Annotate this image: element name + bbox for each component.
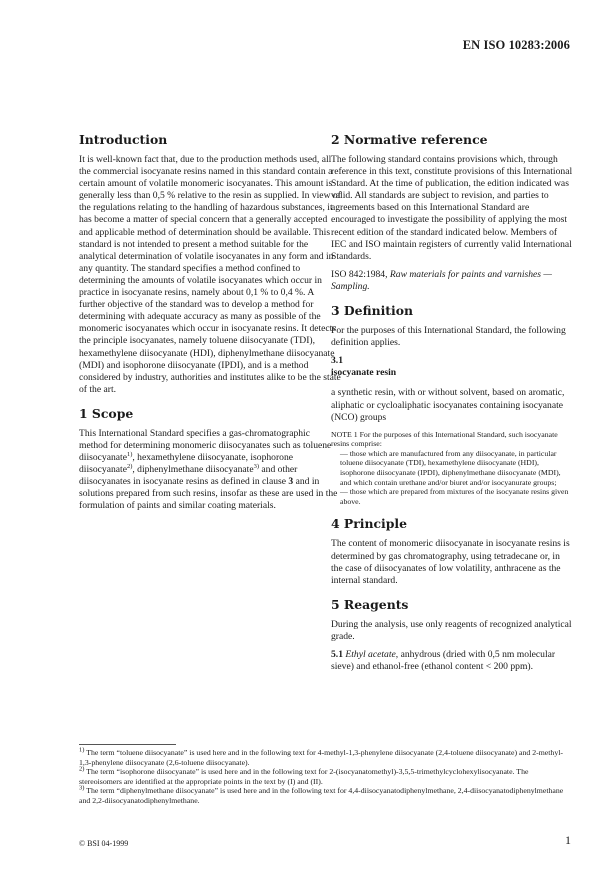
right-column <box>331 133 573 684</box>
footnote-ref-2: 2) <box>126 462 133 470</box>
footnote-text: The term “toluene diisocyanate” is used here and in the following text for 4-methyl-1,3-phenylene diisocyanate (2,4-toluene diisocyanate) and 2-methyl-1,3-phenylene diisocyanate (2,6-toluene diisocyanate). <box>79 748 563 767</box>
introduction-body: It is well-known fact that, due to the production methods used, all the commercial isocyanate resins named in this standard contain a certain amount of volatile monomeric isocyanates. This amount is generally less than 0,5 % relative to the resin as supplied. In view of the regulations relating to the handling of hazardous substances, it has become a matter of special concern that a generally accepted and applicable method of determination should be available. This standard is not intended to present a method suitable for the analytical determination of volatile isocyanates in any form and in any quantity. The standard specifies a method confined to determining the amounts of volatile isocyanates which occur in practice in isocyanate resins, namely about 0,1 % to 0,4 %. A further objective of the standard was to develop a method for determining with adequate accuracy as many as possible of the monomeric isocyanates which occur in isocyanate resins. It detects the principle isocyanates, namely toluene diisocyanate (TDI), hexamethylene diisocyanate (HDI), diphenylmethane diisocyanate (MDI) and isophorone diisocyanate (IPDI), and is a method considered by industry, authorities and institutes alike to be the state of the art. <box>79 154 341 395</box>
footnote-3 <box>79 786 573 805</box>
scope-heading: 1 Scope <box>79 405 134 421</box>
page-number: 1 <box>565 833 571 847</box>
reagent-name: Ethyl acetate <box>345 649 396 660</box>
scope-section <box>79 407 341 513</box>
footnote-mark: 2) <box>79 765 85 773</box>
footnote-ref-1: 1) <box>126 450 133 458</box>
scope-text: and in solutions prepared from such resins, insofar as these are used in the formulation of paints and similar coating materials. <box>79 476 338 512</box>
term-number: 3.1 <box>331 355 343 367</box>
footnote-ref-3: 3) <box>253 462 260 470</box>
clause-reference: 3 <box>288 476 294 488</box>
normative-body: The following standard contains provisions which, through reference in this text, constitute provisions of this International Standard. At the time of publication, the edition indicated was valid. All standards are subject to revision, and parties to agreements based on this International Standard are encouraged to investigate the possibility of applying the most recent edition of the standard indicated below. Members of IEC and ISO maintain registers of currently valid International Standards. <box>331 154 573 262</box>
footnote-text: The term “isophorone diisocyanate” is used here and in the following text for 2-(isocyanatomethyl)-3,5,5-trimethylcyclohexylisocyanate. The stereoisomers are identified at the appropriate points in the text by (I) and (II). <box>79 767 529 786</box>
reagents-section <box>331 598 573 673</box>
reagent-item <box>331 649 573 673</box>
reference-number: ISO 842:1984, <box>331 268 388 280</box>
scope-text: , hexamethylene diisocyanate, isophorone diisocyanate <box>79 452 294 476</box>
document-id: EN ISO 10283:2006 <box>462 38 570 52</box>
note-item: — those which are prepared from mixtures of the isocyanate resins given above. <box>340 487 569 506</box>
footnote-mark: 1) <box>79 746 85 754</box>
copyright: © BSI 04-1999 <box>79 839 129 848</box>
principle-body: The content of monomeric diisocyanate in isocyanate resins is determined by gas chromatography, using tetradecane or, in the case of diisocyanates of low volatility, anthracene as the internal standard. <box>331 538 570 586</box>
definition-section <box>331 304 573 506</box>
principle-heading: 4 Principle <box>331 516 408 532</box>
normative-section <box>331 133 573 293</box>
scope-text: and other diisocyanates in isocyanate resins as defined in clause <box>79 464 298 488</box>
reference-title: Raw materials for paints and varnishes — Sampling. <box>331 268 552 292</box>
principle-section <box>331 517 573 586</box>
scope-text: This International Standard specifies a gas-chromatographic method for determining monomeric diisocyanates such as toluene diisocyanate <box>79 427 332 464</box>
reagent-text: , anhydrous (dried with 0,5 nm molecular sieve) and ethanol-free (ethanol content < 200 ppm). <box>331 649 556 673</box>
note-item: — those which are manufactured from any diisocyanate, in particular toluene diisocyanate (TDI), hexamethylene diisocyanate (HDI), isophorone diisocyanate (IPDI), diphenylmethane diisocyanate (MDI), and which contain urethane and/or biuret and/or isocyanurate groups; <box>340 448 561 487</box>
note <box>331 430 573 507</box>
definition-heading: 3 Definition <box>331 303 413 319</box>
reagents-heading: 5 Reagents <box>331 596 409 612</box>
footnote-2 <box>79 767 573 786</box>
term-definition: a synthetic resin, with or without solvent, based on aromatic, aliphatic or cycloaliphatic isocyanates containing isocyanate (NCO) groups <box>331 387 565 423</box>
left-column <box>79 133 341 524</box>
scope-body <box>79 428 341 513</box>
footnote-divider <box>79 744 176 745</box>
introduction-section <box>79 133 341 396</box>
footnote-text: The term “diphenylmethane diisocyanate” is used here and in the following text for 4,4-diisocyanatodiphenylmethane, 2,4-diisocyanatodiphenylmethane and 2,2-diisocyanatodiphenylmethane. <box>79 786 564 805</box>
footnote-mark: 3) <box>79 784 85 792</box>
introduction-heading: Introduction <box>79 132 168 147</box>
scope-text: , diphenylmethane diisocyanate <box>132 464 254 476</box>
normative-reference <box>331 269 573 293</box>
note-intro: NOTE 1 For the purposes of this International Standard, such isocyanate resins comprise: <box>331 429 558 449</box>
reagent-number: 5.1 <box>331 649 343 660</box>
normative-heading: 2 Normative reference <box>331 132 488 147</box>
definition-body: For the purposes of this International Standard, the following definition applies. <box>331 325 566 349</box>
footnote-1 <box>79 748 573 767</box>
term: isocyanate resin <box>331 367 397 379</box>
footnotes <box>79 748 573 806</box>
reagents-body: During the analysis, use only reagents of recognized analytical grade. <box>331 618 572 642</box>
